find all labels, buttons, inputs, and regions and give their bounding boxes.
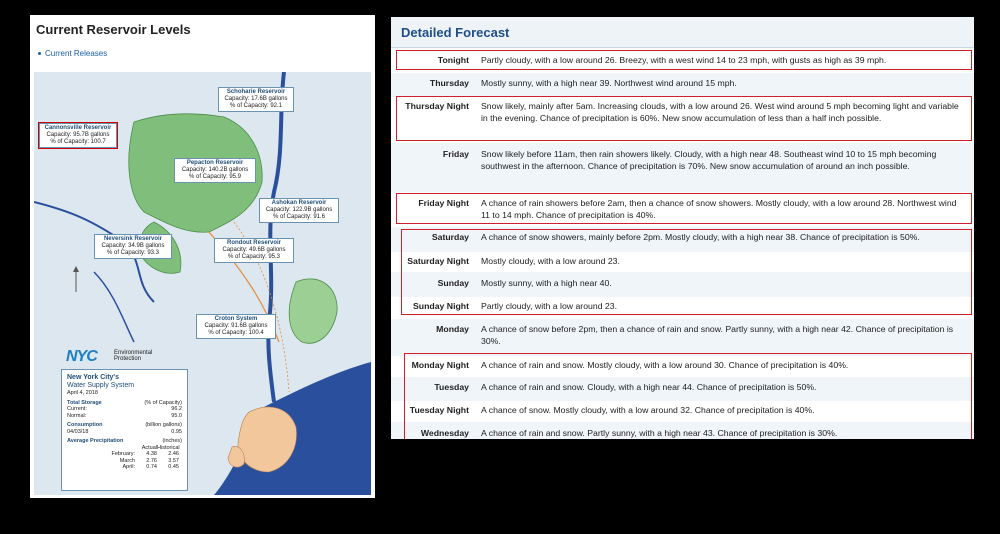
current-value: 96.2 — [171, 406, 182, 412]
dep-label-line2: Protection — [114, 356, 142, 362]
reservoir-percent: % of Capacity: 100.4 — [208, 330, 264, 336]
reservoir-name: Schoharie Reservoir — [226, 89, 286, 95]
nyc-logo: NYC — [66, 348, 97, 365]
forecast-row-tuesday — [391, 377, 974, 401]
period-text: Snow likely before 11am, then rain showers likely. Cloudy, with a high near 48. Southeast wind 10 to 15 mph becoming southwest in the afternoon. Chance of precipitation is 70%. New snow accumulation of around an inch possible. — [481, 149, 937, 171]
reservoir-percent: % of Capacity: 100.7 — [50, 139, 106, 145]
reservoir-label-pepacton — [174, 158, 256, 183]
reservoir-percent: % of Capacity: 92.1 — [229, 103, 283, 109]
forecast-title: Detailed Forecast — [401, 25, 510, 40]
precip-historical: 2.46 — [168, 451, 179, 457]
col-historical: Historical — [157, 444, 180, 451]
period-name: Saturday Night — [407, 256, 469, 266]
forecast-row-friday-night — [391, 197, 974, 221]
period-name: Thursday Night — [405, 101, 469, 111]
precip-actual: 2.76 — [146, 457, 157, 464]
period-text: A chance of snow before 2pm, then a chance of rain and snow. Partly sunny, with a high near 42. Chance of precipitation is 30%. — [481, 324, 954, 346]
period-text: A chance of snow showers, mainly before 2pm. Mostly cloudy, with a high near 38. Chance of precipitation is 50%. — [481, 232, 920, 242]
reservoir-panel-title: Current Reservoir Levels — [36, 22, 191, 37]
period-text: A chance of rain and snow. Mostly cloudy, with a low around 30. Chance of precipitation is 40%. — [481, 360, 849, 370]
current-releases-label: Current Releases — [45, 49, 108, 58]
reservoir-name: Neversink Reservoir — [103, 236, 163, 242]
reservoir-capacity: Capacity: 140.2B gallons — [181, 167, 249, 173]
period-text: A chance of rain showers before 2am, then a chance of snow showers. Mostly cloudy, with a low around 28. Northwest wind 11 to 14 mph. Chance of precipitation is 40%. — [481, 198, 957, 220]
current-releases-link[interactable] — [38, 49, 107, 58]
period-name: Friday — [442, 149, 469, 159]
reservoir-capacity: Capacity: 91.6B gallons — [204, 323, 268, 329]
reservoir-label-croton — [196, 314, 276, 339]
precip-actual: 0.74 — [146, 464, 157, 470]
forecast-row-sunday — [391, 272, 974, 297]
dep-label — [114, 350, 152, 362]
forecast-row-tonight — [391, 54, 974, 66]
precip-actual: 4.38 — [146, 451, 157, 457]
reservoir-name: Croton System — [214, 316, 258, 322]
forecast-panel — [391, 17, 974, 439]
reservoir-label-rondout — [214, 238, 294, 263]
consumption-row — [67, 429, 182, 436]
reservoir-label-cannonsville — [39, 123, 117, 148]
reservoir-percent: % of Capacity: 95.3 — [227, 254, 281, 260]
water-supply-infobox — [61, 369, 188, 491]
period-name: Tonight — [437, 55, 469, 65]
period-name: Wednesday — [420, 428, 469, 438]
reservoir-name: Rondout Reservoir — [226, 240, 281, 246]
precip-row — [67, 464, 182, 471]
bullet-icon — [38, 52, 41, 55]
precip-historical: 3.57 — [168, 457, 179, 464]
consumption-date: 04/03/18 — [67, 428, 89, 435]
forecast-row-saturday-night — [391, 255, 974, 267]
reservoir-label-schoharie — [218, 87, 294, 112]
consumption-unit: (billion gallons) — [145, 422, 182, 428]
storage-normal-row — [67, 413, 182, 420]
infobox-date: April 4, 2018 — [67, 390, 98, 396]
period-text: Mostly sunny, with a high near 40. — [481, 278, 612, 288]
precip-month: February: — [111, 451, 135, 457]
precip-month: April: — [122, 464, 135, 470]
period-name: Sunday Night — [413, 301, 469, 311]
reservoir-capacity: Capacity: 122.9B gallons — [265, 207, 333, 213]
reservoir-name: Ashokan Reservoir — [271, 200, 327, 206]
reservoir-map — [34, 72, 371, 495]
storage-label: Total Storage — [67, 399, 102, 406]
reservoir-name: Cannonsville Reservoir — [44, 125, 112, 131]
normal-value: 95.0 — [171, 412, 182, 419]
period-name: Sunday — [437, 278, 469, 288]
period-name: Friday Night — [418, 198, 469, 208]
reservoir-percent: % of Capacity: 93.3 — [106, 250, 160, 256]
reservoir-capacity: Capacity: 34.9B gallons — [101, 243, 165, 249]
precip-month: March — [119, 457, 135, 464]
period-name: Tuesday Night — [409, 405, 469, 415]
forecast-row-tuesday-night — [391, 404, 974, 416]
reservoir-label-neversink — [94, 234, 172, 259]
precip-label: Average Precipitation — [67, 438, 124, 444]
period-name: Monday — [436, 324, 469, 334]
forecast-row-monday-night — [391, 359, 974, 371]
forecast-row-saturday — [391, 227, 974, 252]
forecast-row-thursday-night — [391, 100, 974, 124]
period-text: A chance of rain and snow. Partly sunny, with a high near 43. Chance of precipitation is 30%. — [481, 428, 838, 438]
forecast-row-thursday — [391, 73, 974, 97]
forecast-row-sunday-night — [391, 300, 974, 312]
period-name: Saturday — [431, 232, 469, 242]
precip-historical: 0.45 — [168, 464, 179, 470]
period-text: Mostly cloudy, with a low around 23. — [481, 256, 620, 266]
reservoir-label-ashokan — [259, 198, 339, 223]
consumption-label: Consumption — [67, 422, 103, 428]
reservoir-capacity: Capacity: 49.6B gallons — [222, 247, 286, 253]
precip-unit: (inches) — [162, 438, 182, 444]
forecast-row-friday — [391, 143, 974, 192]
reservoir-name: Pepacton Reservoir — [186, 160, 244, 166]
reservoir-percent: % of Capacity: 91.6 — [272, 214, 326, 220]
current-label: Current: — [67, 406, 87, 412]
col-actual: Actual — [141, 444, 157, 451]
normal-label: Normal: — [67, 412, 87, 419]
period-text: Partly cloudy, with a low around 23. — [481, 301, 618, 311]
reservoir-panel — [30, 15, 375, 498]
period-text: Mostly sunny, with a high near 39. Northwest wind around 15 mph. — [481, 78, 737, 88]
infobox-title: New York City's — [67, 374, 119, 381]
period-text: Snow likely, mainly after 5am. Increasing clouds, with a low around 26. West wind around 5 mph becoming light and variable in the evening. Chance of precipitation is 60%. New snow accumulation of less than a half inch possible. — [481, 101, 959, 123]
period-name: Monday Night — [411, 360, 469, 370]
period-text: A chance of rain and snow. Cloudy, with a high near 44. Chance of precipitation is 50%. — [481, 382, 817, 392]
reservoir-capacity: Capacity: 17.6B gallons — [224, 96, 288, 102]
storage-unit: (% of Capacity) — [144, 399, 182, 406]
dep-label-line1: Environmental — [114, 350, 153, 356]
reservoir-capacity: Capacity: 95.7B gallons — [46, 132, 110, 138]
forecast-row-wednesday — [391, 422, 974, 439]
period-text: Partly cloudy, with a low around 26. Breezy, with a west wind 14 to 23 mph, with gusts as high as 39 mph. — [481, 55, 887, 65]
period-name: Thursday — [429, 78, 469, 88]
reservoir-percent: % of Capacity: 95.9 — [188, 174, 242, 180]
period-text: A chance of snow. Mostly cloudy, with a low around 32. Chance of precipitation is 40%. — [481, 405, 815, 415]
period-name: Tuesday — [434, 382, 469, 392]
consumption-value: 0.95 — [171, 428, 182, 435]
infobox-subtitle: Water Supply System — [67, 382, 135, 389]
forecast-row-monday — [391, 319, 974, 356]
